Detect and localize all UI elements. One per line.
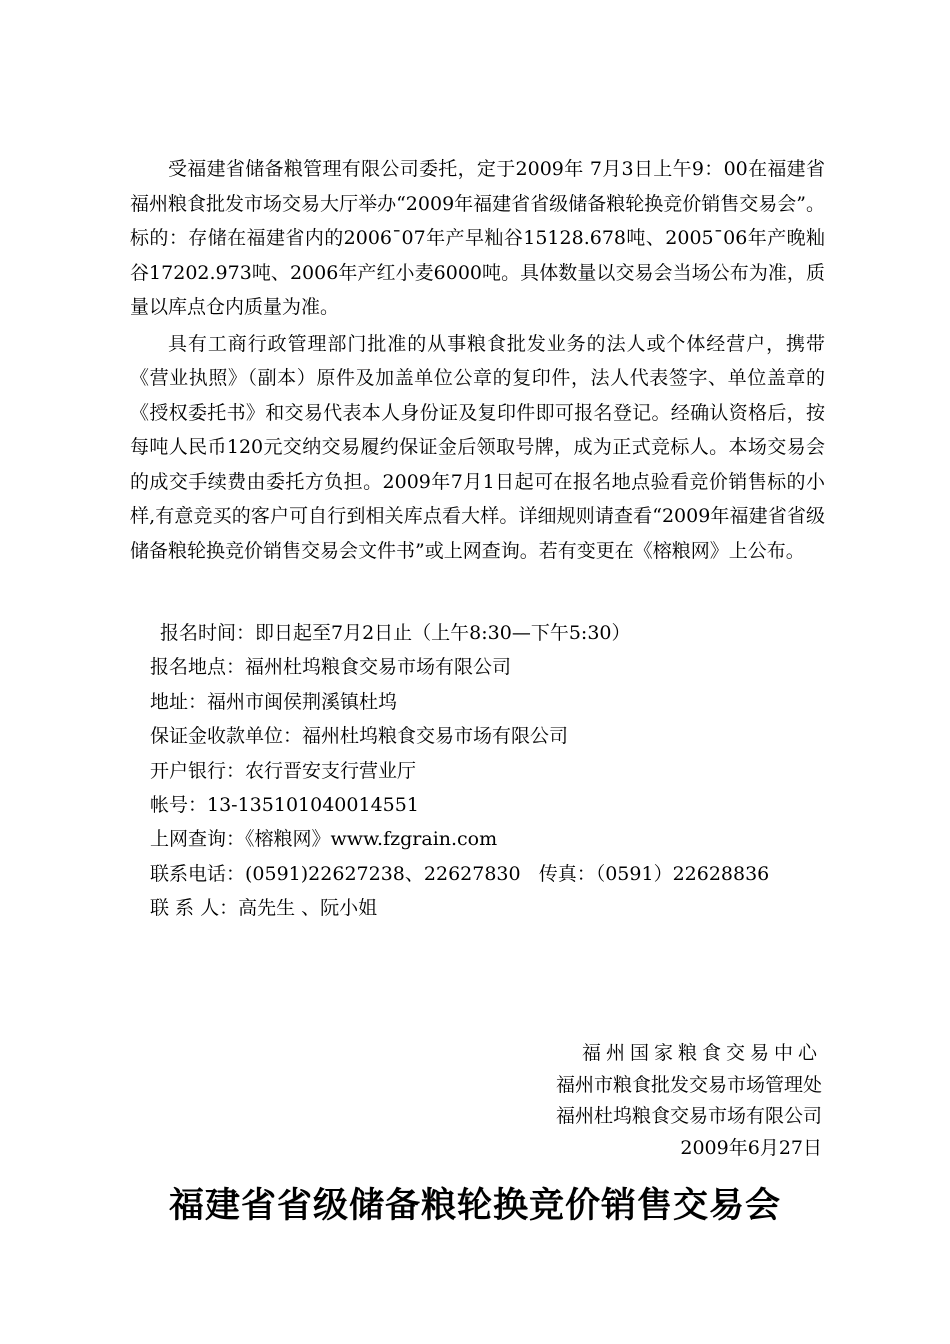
address: 地址：福州市闽侯荆溪镇杜坞 [150,690,398,713]
contact-phone-fax: 联系电话：(0591)22627238、22627830 传真：（0591）22628836 [150,862,770,885]
registration-location: 报名地点：福州杜坞粮食交易市场有限公司 [150,656,512,679]
registration-info-list [150,616,830,926]
notice-paragraph-2: 具有工商行政管理部门批准的从事粮食批发业务的法人或个体经营户，携带《营业执照》（副本）原件及加盖单位公章的复印件，法人代表签字、单位盖章的《授权委托书》和交易代表本人身份证及复印件即可报名登记。经确认资格后，按每吨人民币120元交纳交易履约保证金后领取号牌，成为正式竞标人。本场交易会的成交手续费由委托方负担。2009年7月1日起可在报名地点验看竞价销售标的小样,有意竞买的客户可自行到相关库点看大样。详细规则请查看“2009年福建省省级储备粮轮换竞价销售交易会文件书”或上网查询。若有变更在《榕粮网》上公布。 [130,332,825,562]
website: 上网查询：《榕粮网》www.fzgrain.com [150,828,498,851]
signer-duwu-market: 福州杜坞粮食交易市场有限公司 [555,1105,822,1127]
account-number: 帐号：13-135101040014551 [150,794,419,817]
signer-market-office: 福州市粮食批发交易市场管理处 [555,1073,822,1096]
notice-paragraph-1: 受福建省储备粮管理有限公司委托，定于2009年 7月3日上午9：00在福建省福州粮食批发市场交易大厅举办“2009年福建省省级储备粮轮换竞价销售交易会”。标的：存储在福建省内的2006¯07年产早籼谷15128.678吨、2005¯06年产晚籼谷17202.973吨、2006年产红小麦6000吨。具体数量以交易会当场公布为准，质量以库点仓内质量为准。 [130,158,825,318]
notice-date: 2009年6月27日 [680,1136,822,1159]
deposit-payee: 保证金收款单位：福州杜坞粮食交易市场有限公司 [150,725,569,748]
notice-body [130,152,825,570]
registration-time: 报名时间：即日起至7月2日止（上午8:30—下午5:30） [160,622,631,644]
section-title: 福建省省级储备粮轮换竞价销售交易会 [168,1185,781,1226]
contact-person: 联 系 人：高先生 、阮小姐 [150,897,378,920]
bank-name: 开户银行：农行晋安支行营业厅 [150,759,417,782]
signature-block [556,1038,822,1164]
signer-trading-center: 福州国家粮食交易中心 [581,1042,822,1064]
